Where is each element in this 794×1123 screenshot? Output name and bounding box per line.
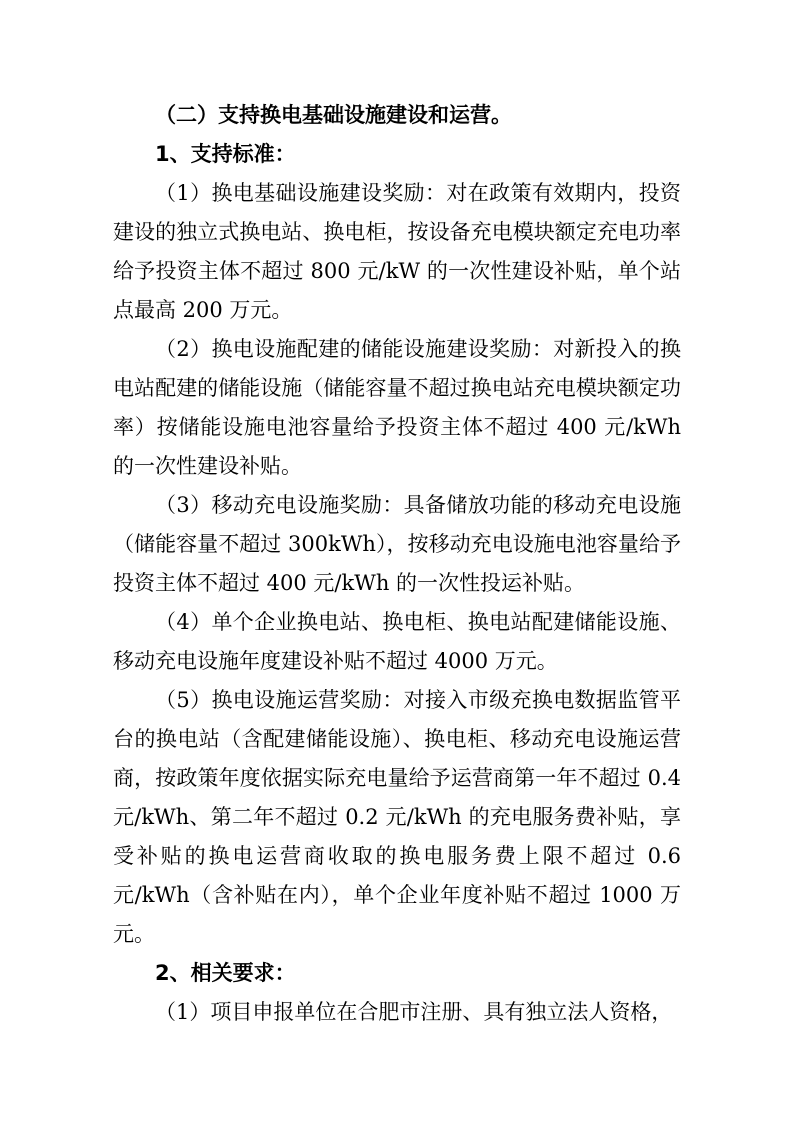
paragraph-item-1: （1）换电基础设施建设奖励：对在政策有效期内，投资建设的独立式换电站、换电柜，按设备充电模块额定充电功率给予投资主体不超过 800 元/kW 的一次性建设补贴，单个站点最高 200 万元。 xyxy=(113,181,681,322)
paragraph-item-3: （3）移动充电设施奖励：具备储放功能的移动充电设施（储能容量不超过 300kWh），按移动充电设施电池容量给予投资主体不超过 400 元/kWh 的一次性投运补贴。 xyxy=(113,493,681,595)
paragraph-item-5: （5）换电设施运营奖励：对接入市级充换电数据监管平台的换电站（含配建储能设施）、换电柜、移动充电设施运营商，按政策年度依据实际充电量给予运营商第一年不超过 0.4 元/kWh、第二年不超过 0.2 元/kWh 的充电服务费补贴，享受补贴的换电运营商收取的换电服务费上限不超过 0.6 元/kWh（含补贴在内），单个企业年度补贴不超过 1000 万元。 xyxy=(113,688,681,946)
document-body xyxy=(113,96,681,1032)
subsection-heading-requirements: 2、相关要求： xyxy=(155,961,296,985)
paragraph-item-2: （2）换电设施配建的储能设施建设奖励：对新投入的换电站配建的储能设施（储能容量不超过换电站充电模块额定功率）按储能设施电池容量给予投资主体不超过 400 元/kWh 的一次性建设补贴。 xyxy=(113,337,681,478)
paragraph-item-4: （4）单个企业换电站、换电柜、换电站配建储能设施、移动充电设施年度建设补贴不超过 4000 万元。 xyxy=(113,610,681,673)
paragraph-requirement-1: （1）项目申报单位在合肥市注册、具有独立法人资格， xyxy=(155,1000,673,1024)
section-title: （二）支持换电基础设施建设和运营。 xyxy=(155,103,512,127)
subsection-heading-support-standards: 1、支持标准： xyxy=(155,142,296,166)
